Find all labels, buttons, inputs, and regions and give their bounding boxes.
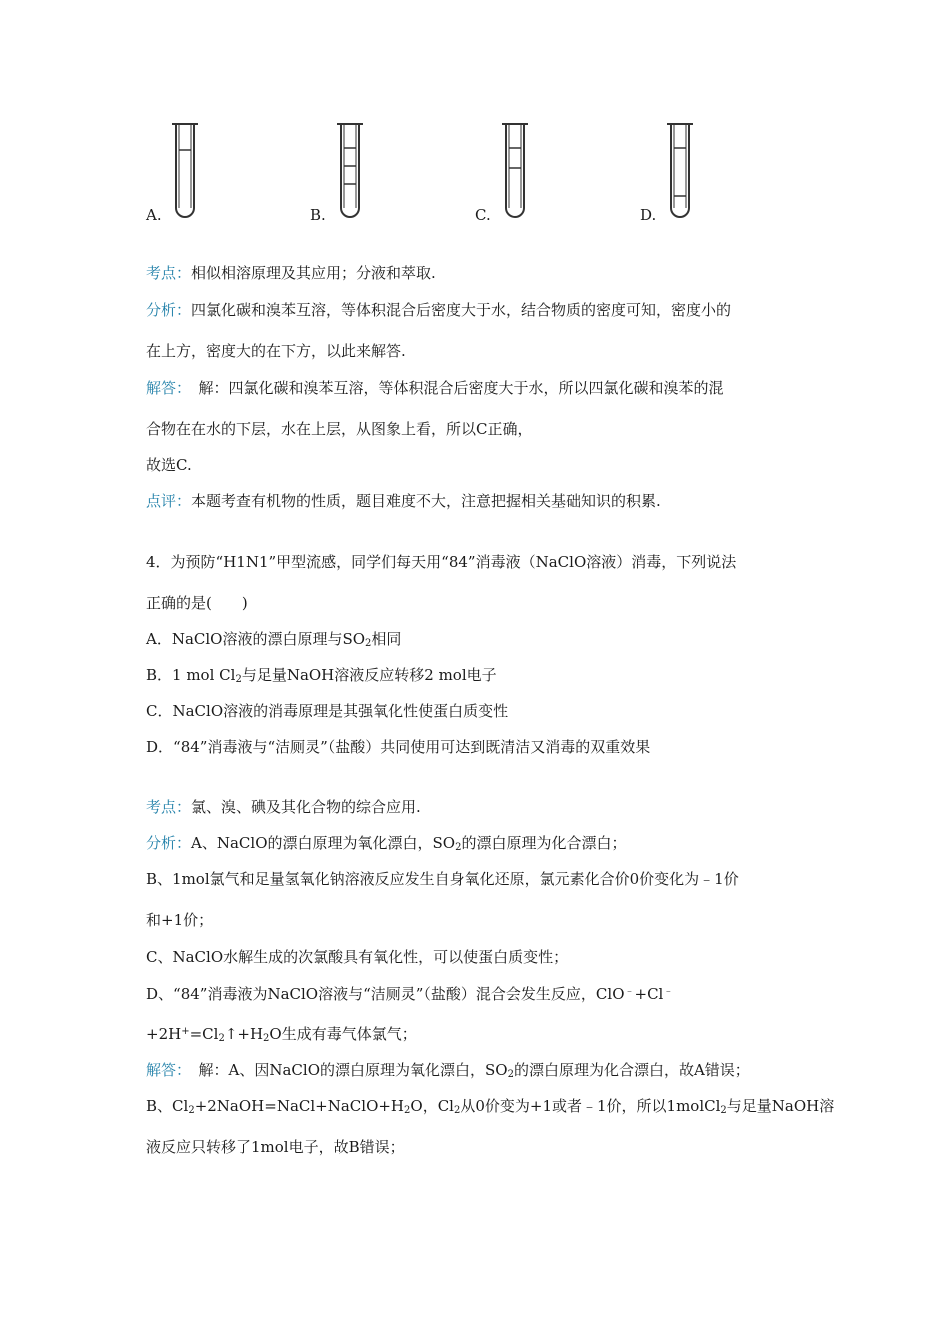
fenxi-label: 分析：: [146, 834, 192, 852]
option-b-label: B.: [310, 206, 326, 224]
q4-jieda-line-1: 解答： 解：A、因NaClO的漂白原理为氧化漂白，$SO_2$的漂白原理为化合漂白，故A错误；: [146, 1061, 750, 1080]
test-tube-a-icon: [170, 118, 200, 222]
jieda-label: 解答：: [146, 1061, 184, 1079]
q3-fenxi-line-1: 分析：四氯化碳和溴苯互溶，等体积混合后密度大于水，结合物质的密度可知，密度小的: [146, 301, 732, 319]
q4-fenxi-c: C、NaClO水解生成的次氯酸具有氧化性，可以使蛋白质变性；: [146, 948, 569, 966]
q4-option-c: C．NaClO溶液的消毒原理是其强氧化性使蛋白质变性: [146, 702, 509, 720]
dianping-label: 点评：: [146, 492, 192, 510]
q4-fenxi-b-line-2: 和+1价；: [146, 911, 214, 929]
q3-jieda-line-2: 合物在在水的下层，水在上层，从图象上看，所以C正确，: [146, 420, 533, 438]
kaodian-label: 考点：: [146, 264, 192, 282]
q4-fenxi-a: 分析：A、NaClO的漂白原理为氧化漂白，$SO_2$的漂白原理为化合漂白；: [146, 834, 627, 853]
q4-option-a: A．NaClO溶液的漂白原理与$SO_2$相同: [146, 630, 402, 649]
test-tube-b-icon: [335, 118, 365, 222]
q4-jieda-line-2: B、$Cl_2+2NaOH=NaCl+NaClO+H_2O$，$Cl_2$从0价变为+1或者﹣1价，所以1molCl$_2$与足量NaOH溶: [146, 1097, 835, 1116]
jieda-label: 解答：: [146, 379, 184, 397]
q3-jieda-line-1: 解答： 解：四氯化碳和溴苯互溶，等体积混合后密度大于水，所以四氯化碳和溴苯的混: [146, 379, 724, 397]
test-tube-options: [0, 118, 950, 228]
test-tube-d-icon: [665, 118, 695, 222]
q4-jieda-line-3: 液反应只转移了1mol电子，故B错误；: [146, 1138, 405, 1156]
q4-option-b: B．1 mol $Cl_2$与足量NaOH溶液反应转移2 mol电子: [146, 666, 497, 685]
option-c-label: C.: [475, 206, 491, 224]
option-a-label: A.: [146, 206, 162, 224]
q4-kaodian: 考点：氯、溴、碘及其化合物的综合应用.: [146, 798, 421, 816]
q4-fenxi-d-line-2: $+2H^+=Cl_2↑+H_2O$生成有毒气体氯气；: [146, 1025, 417, 1044]
q4-stem-line-1: 4．为预防“H1N1”甲型流感，同学们每天用“84”消毒液（NaClO溶液）消毒，下列说法: [146, 553, 737, 571]
q4-stem-line-2: 正确的是( ): [146, 594, 248, 612]
q4-fenxi-d-line-1: D、“84”消毒液为NaClO溶液与“洁厕灵”（盐酸）混合会发生反应，ClO﹣+Cl﹣: [146, 985, 674, 1003]
q3-kaodian: 考点：相似相溶原理及其应用；分液和萃取.: [146, 264, 436, 282]
kaodian-label: 考点：: [146, 798, 192, 816]
q3-dianping: 点评：本题考查有机物的性质，题目难度不大，注意把握相关基础知识的积累.: [146, 492, 661, 510]
test-tube-c-icon: [500, 118, 530, 222]
fenxi-label: 分析：: [146, 301, 192, 319]
option-d-label: D.: [640, 206, 657, 224]
q3-fenxi-line-2: 在上方，密度大的在下方，以此来解答.: [146, 342, 406, 360]
q3-jieda-line-3: 故选C.: [146, 456, 192, 474]
q4-option-d: D．“84”消毒液与“洁厕灵”（盐酸）共同使用可达到既清洁又消毒的双重效果: [146, 738, 651, 756]
q4-fenxi-b-line-1: B、1mol氯气和足量氢氧化钠溶液反应发生自身氧化还原，氯元素化合价0价变化为﹣1价: [146, 870, 739, 888]
